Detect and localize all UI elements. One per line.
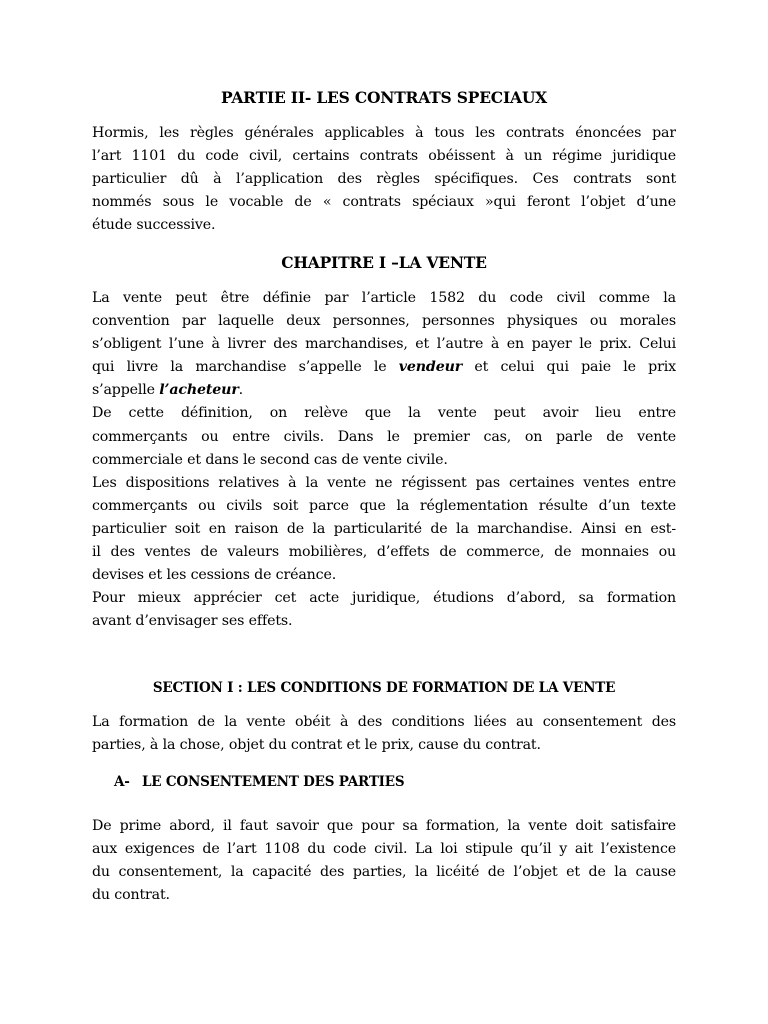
chapter-line: Les dispositions relatives à la vente ne régissent pas certaines ventes entre bbox=[92, 474, 676, 491]
subsection-heading bbox=[114, 771, 404, 793]
section-paragraph bbox=[92, 711, 676, 757]
subsection-marker: A- bbox=[114, 774, 130, 790]
text-run: et celui qui paie le prix bbox=[462, 359, 676, 376]
chapter-line: convention par laquelle deux personnes, personnes physiques ou morales bbox=[92, 313, 676, 330]
chapter-line: devises et les cessions de créance. bbox=[92, 567, 337, 584]
section-line: La formation de la vente obéit à des conditions liées au consentement des bbox=[92, 714, 676, 730]
section-line: parties, à la chose, objet du contrat et le prix, cause du contrat. bbox=[92, 737, 541, 754]
section-title: SECTION I : LES CONDITIONS DE FORMATION DE LA VENTE bbox=[152, 680, 616, 696]
part-title: PARTIE II- LES CONTRATS SPECIAUX bbox=[221, 88, 547, 107]
intro-line: l’art 1101 du code civil, certains contrats obéissent à un régime juridique bbox=[92, 148, 676, 165]
intro-paragraph bbox=[92, 122, 676, 237]
chapter-line: il des ventes de valeurs mobilières, d’effets de commerce, de monnaies ou bbox=[92, 544, 676, 561]
text-run: . bbox=[238, 382, 244, 399]
subsection-line: De prime abord, il faut savoir que pour sa formation, la vente doit satisfaire bbox=[92, 818, 676, 834]
chapter-line bbox=[92, 356, 676, 379]
chapter-line: commerçants ou civils soit parce que la réglementation résulte d’un texte bbox=[92, 497, 676, 514]
subsection-line: du contrat. bbox=[92, 887, 170, 904]
subsection-line: du consentement, la capacité des parties, la licéité de l’objet et de la cause bbox=[92, 864, 676, 881]
chapter-line bbox=[92, 379, 676, 402]
subsection-line: aux exigences de l’art 1108 du code civil. La loi stipule qu’il y ait l’existence bbox=[92, 841, 676, 858]
chapter-line: particulier soit en raison de la particularité de la marchandise. Ainsi en est- bbox=[92, 520, 676, 537]
term-vendeur: vendeur bbox=[398, 359, 463, 376]
intro-line: Hormis, les règles générales applicables à tous les contrats énoncées par bbox=[92, 125, 676, 141]
chapter-line: commerciale et dans le second cas de vente civile. bbox=[92, 451, 448, 468]
subsection-title: LE CONSENTEMENT DES PARTIES bbox=[142, 774, 405, 790]
intro-line: étude successive. bbox=[92, 217, 216, 234]
subsection-paragraph bbox=[92, 815, 676, 907]
chapter-line: s’obligent l’une à livrer des marchandises, et l’autre à en payer le prix. Celui bbox=[92, 336, 676, 353]
chapter-paragraph bbox=[92, 287, 676, 633]
chapter-title: CHAPITRE I –LA VENTE bbox=[281, 253, 487, 272]
chapter-line: commerçants ou entre civils. Dans le premier cas, on parle de vente bbox=[92, 428, 676, 445]
intro-line: particulier dû à l’application des règles spécifiques. Ces contrats sont bbox=[92, 171, 676, 188]
intro-line: nommés sous le vocable de « contrats spéciaux »qui feront l’objet d’une bbox=[92, 194, 676, 211]
chapter-line: La vente peut être définie par l’article 1582 du code civil comme la bbox=[92, 290, 676, 306]
text-run: s’appelle bbox=[92, 382, 160, 399]
chapter-line: Pour mieux apprécier cet acte juridique, étudions d’abord, sa formation bbox=[92, 590, 676, 607]
text-run: qui livre la marchandise s’appelle le bbox=[92, 359, 399, 376]
term-acheteur: l’acheteur bbox=[159, 382, 239, 399]
chapter-line: avant d’envisager ses effets. bbox=[92, 613, 293, 630]
chapter-line: De cette définition, on relève que la vente peut avoir lieu entre bbox=[92, 405, 676, 422]
